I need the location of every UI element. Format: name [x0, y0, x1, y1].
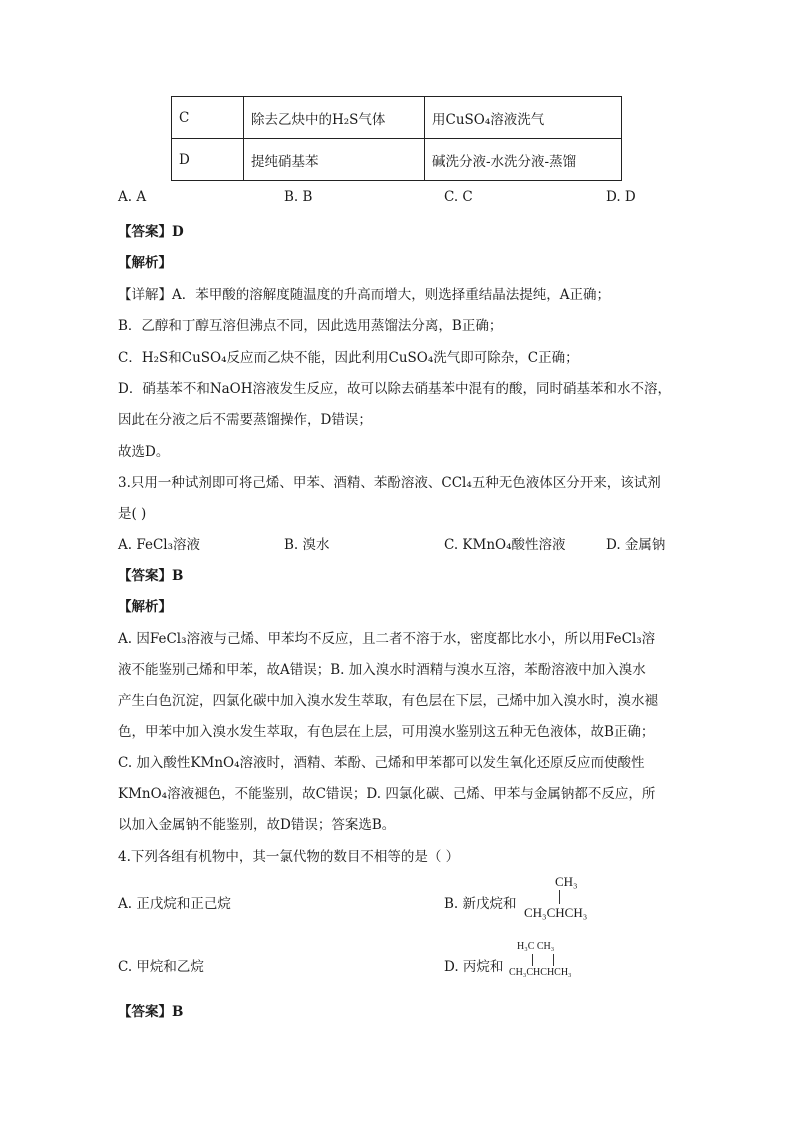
q4-d-structure-top: H₃C CH₃ — [517, 941, 555, 952]
q4-option-b: B. 新戊烷和 — [444, 896, 517, 912]
q2-detail-line: 因此在分液之后不需要蒸馏操作，D错误； — [118, 412, 372, 428]
table-row — [172, 97, 622, 139]
table-cell-method: 用CuSO₄溶液洗气 — [425, 97, 622, 139]
q3-stem-line: 3.只用一种试剂即可将己烯、甲苯、酒精、苯酚溶液、CCl₄五种无色液体区分开来，该试剂 — [118, 475, 661, 491]
q4-stem: 4.下列各组有机物中，其一氯代物的数目不相等的是（ ） — [118, 849, 460, 865]
q3-option-d: D. 金属钠 — [606, 537, 666, 553]
q3-analysis-line: 色，甲苯中加入溴水发生萃取，有色层在上层，可用溴水鉴别这五种无色液体，故B正确； — [118, 724, 655, 740]
q4-option-d: D. 丙烷和 — [444, 959, 504, 975]
table-cell-method: 碱洗分液-水洗分液-蒸馏 — [425, 139, 622, 181]
q4-b-structure-bottom: CH₃CHCH₃ — [524, 905, 588, 920]
q2-detail-line: 故选D。 — [118, 444, 170, 460]
q2-option-c: C. C — [444, 189, 473, 205]
q2-analysis-title: 【解析】 — [118, 255, 172, 271]
table-row — [172, 139, 622, 181]
table-cell-purpose: 提纯硝基苯 — [244, 139, 425, 181]
q2-detail-line: 【详解】A．苯甲酸的溶解度随温度的升高而增大，则选择重结晶法提纯，A正确； — [118, 287, 610, 303]
q3-answer: 【答案】B — [118, 568, 184, 584]
bond-line — [553, 954, 554, 966]
bond-line — [559, 890, 560, 904]
table-cell-purpose: 除去乙炔中的H₂S气体 — [244, 97, 425, 139]
q4-option-c: C. 甲烷和乙烷 — [118, 959, 204, 975]
q3-stem-line: 是( ) — [118, 506, 147, 522]
q4-d-structure-bottom: CH₃CHCHCH₃ — [509, 967, 572, 978]
q3-analysis-line: 产生白色沉淀，四氯化碳中加入溴水发生萃取，有色层在下层，己烯中加入溴水时，溴水褪 — [118, 693, 658, 709]
options-table — [171, 96, 622, 181]
q2-option-a: A. A — [118, 189, 147, 205]
q3-option-c: C. KMnO₄酸性溶液 — [444, 537, 566, 553]
q3-analysis-title: 【解析】 — [118, 599, 172, 615]
q4-option-a: A. 正戊烷和正己烷 — [118, 896, 231, 912]
q2-option-d: D. D — [606, 189, 636, 205]
table-cell-label: D — [172, 139, 244, 181]
q3-option-a: A. FeCl₃溶液 — [118, 537, 201, 553]
q2-answer: 【答案】D — [118, 224, 184, 240]
q3-analysis-line: 以加入金属钠不能鉴别，故D错误；答案选B。 — [118, 817, 396, 833]
q2-option-b: B. B — [284, 189, 313, 205]
q2-detail-line: C．H₂S和CuSO₄反应而乙炔不能，因此利用CuSO₄洗气即可除杂，C正确； — [118, 350, 579, 366]
q2-detail-line: D．硝基苯不和NaOH溶液发生反应，故可以除去硝基苯中混有的酸，同时硝基苯和水不溶， — [118, 381, 672, 397]
q4-b-structure-top: CH₃ — [555, 874, 578, 889]
q2-detail-line: B．乙醇和丁醇互溶但沸点不同，因此选用蒸馏法分离，B正确； — [118, 318, 503, 334]
q3-analysis-line: C. 加入酸性KMnO₄溶液时，酒精、苯酚、己烯和甲苯都可以发生氧化还原反应而使酸性 — [118, 755, 645, 771]
bond-line — [532, 954, 533, 966]
q3-analysis-line: 液不能鉴别己烯和甲苯，故A错误；B. 加入溴水时酒精与溴水互溶，苯酚溶液中加入溴水 — [118, 662, 646, 678]
table-cell-label: C — [172, 97, 244, 139]
q3-option-b: B. 溴水 — [284, 537, 330, 553]
q4-answer: 【答案】B — [118, 1004, 184, 1020]
q3-analysis-line: KMnO₄溶液褪色，不能鉴别，故C错误；D. 四氯化碳、己烯、甲苯与金属钠都不反应，所 — [118, 786, 656, 802]
q3-analysis-line: A. 因FeCl₃溶液与己烯、甲苯均不反应，且二者不溶于水，密度都比水小，所以用FeCl₃溶 — [118, 631, 656, 647]
